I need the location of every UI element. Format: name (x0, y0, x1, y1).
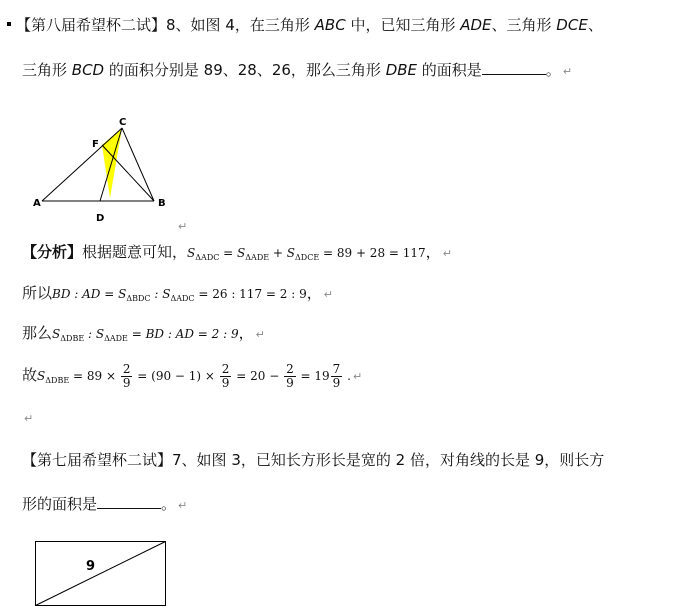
triangle-abc: ABC (314, 16, 346, 34)
area-symbol: S (187, 246, 196, 260)
subscript: ΔBDC (126, 294, 151, 303)
equation-term: = 89 × (69, 369, 120, 383)
subscript: ΔADC (170, 294, 195, 303)
area-symbol: S (37, 369, 46, 383)
equation-term: = (90 − 1) × (133, 369, 219, 383)
numerator: 7 (332, 362, 341, 376)
area-symbol: S (237, 246, 246, 260)
subscript: ΔADC (195, 253, 220, 262)
therefore-label: 故 (22, 366, 38, 384)
label-b: B (158, 198, 166, 209)
operator: : (150, 287, 163, 301)
equation-value: = BD : AD = 2 : 9 (127, 327, 239, 341)
area-symbol: S (118, 287, 127, 301)
problem2-header: 【第七届希望杯二试】 (22, 451, 173, 469)
analysis-label: 【分析】 (22, 243, 83, 261)
triangle-bcd: BCD (71, 61, 105, 79)
problem1-text: 的面积分别是 89、28、26，那么三角形 (104, 61, 386, 79)
subscript: ΔDBE (45, 376, 70, 385)
analysis-intro: 根据题意可知， (82, 243, 188, 261)
paragraph-mark: ↵ (442, 247, 452, 260)
label-a: A (33, 198, 41, 209)
problem1-header: 【第八届希望杯二试】 (16, 16, 167, 34)
operator: + (269, 246, 287, 260)
problem1-text: 8、如图 4，在三角形 (166, 16, 315, 34)
operator: : (84, 327, 96, 341)
paragraph-mark: ↵ (352, 370, 363, 383)
denominator: 9 (286, 376, 294, 390)
problem2-text: 形的面积是 (22, 495, 98, 513)
problem1-text: 中，已知三角形 (345, 16, 461, 34)
label-c: C (119, 117, 127, 128)
denominator: 9 (221, 376, 230, 390)
subscript: ΔADE (104, 334, 128, 343)
diagonal-label: 9 (86, 559, 96, 574)
problem1-text: 、三角形 (491, 16, 557, 34)
problem1-text: 的面积是 (417, 61, 482, 79)
triangle-dbe: DBE (385, 61, 418, 79)
equation-term: = 19 (296, 369, 330, 383)
operator: = (219, 246, 238, 260)
area-symbol: S (52, 327, 61, 341)
area-symbol: S (162, 287, 171, 301)
denominator: 9 (122, 376, 131, 390)
subscript: ΔADE (245, 253, 270, 262)
label-f: F (92, 139, 99, 150)
problem2-text: 7、如图 3，已知长方形长是宽的 2 倍，对角线的长是 9，则长方 (172, 451, 605, 469)
ratio-lhs: BD : AD = (52, 287, 119, 301)
paragraph-mark: ↵ (562, 65, 573, 78)
diagonal (36, 542, 166, 606)
numerator: 2 (286, 362, 294, 376)
so-label: 所以 (22, 284, 53, 302)
equation-value: = 26 : 117 = 2 : 9 (194, 287, 307, 301)
equation-term: = 20 − (232, 369, 284, 383)
comma: ， (238, 324, 254, 342)
paragraph-mark: ↵ (178, 499, 188, 512)
paragraph-mark: ↵ (178, 220, 188, 233)
equation-value: = 89 + 28 = 117 (319, 246, 426, 260)
subscript: ΔDCE (295, 253, 320, 262)
subscript: ΔDBE (60, 334, 85, 343)
area-symbol: S (286, 246, 296, 260)
problem1-text: 、 (587, 16, 603, 34)
comma: ， (425, 243, 441, 261)
problem2-text: 。 (161, 495, 177, 513)
label-d: D (96, 213, 105, 224)
then-label: 那么 (22, 324, 53, 342)
paragraph-mark: ↵ (323, 288, 333, 301)
problem1-text: 。 (545, 61, 561, 79)
paragraph-mark: ↵ (24, 412, 34, 425)
problem1-text: 三角形 (22, 61, 72, 79)
area-symbol: S (95, 327, 105, 341)
equation-term: . (343, 369, 351, 383)
numerator: 2 (221, 362, 230, 376)
comma: ， (306, 284, 322, 302)
numerator: 2 (122, 362, 131, 376)
paragraph-mark: ↵ (255, 328, 265, 341)
triangle-dce: DCE (556, 16, 588, 34)
triangle-ade: ADE (460, 16, 492, 34)
denominator: 9 (332, 376, 341, 390)
